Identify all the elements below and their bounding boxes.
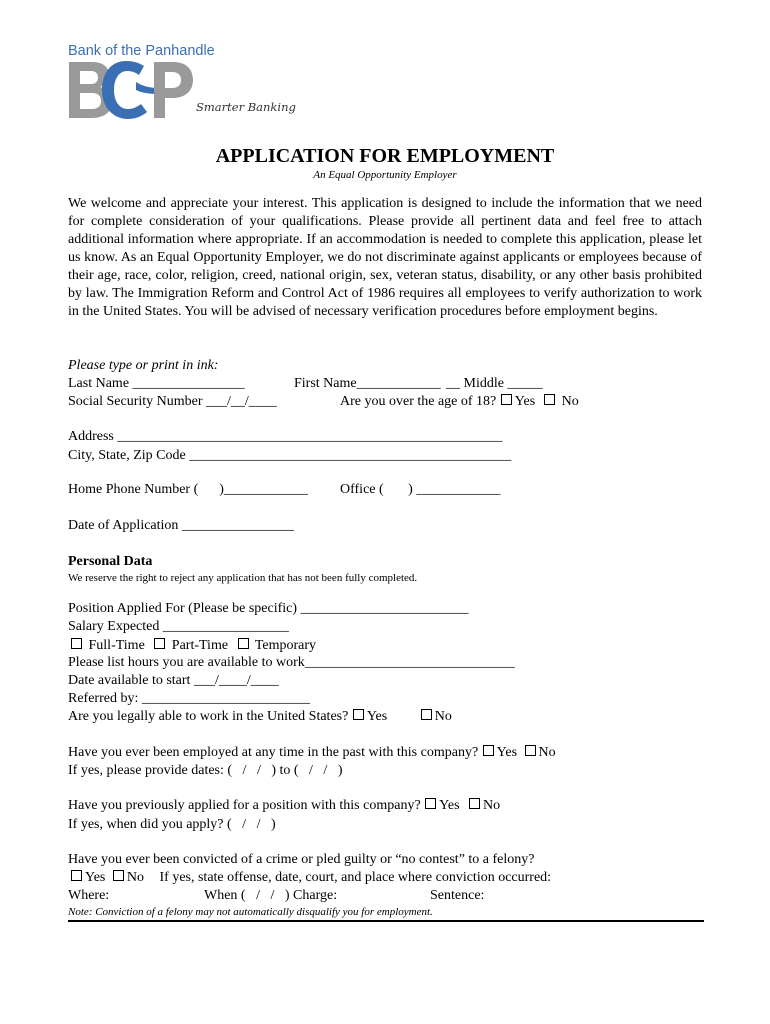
bank-logo bbox=[66, 60, 196, 122]
legal-no-checkbox[interactable] bbox=[421, 709, 432, 720]
legal-yes-label: Yes bbox=[366, 709, 388, 724]
applied-before-question bbox=[68, 798, 500, 814]
legal-work-label: Are you legally able to work in the United States? bbox=[68, 709, 349, 724]
part-time-checkbox[interactable] bbox=[154, 638, 165, 649]
applied-yes-label: Yes bbox=[439, 798, 460, 813]
temporary-label: Temporary bbox=[254, 638, 317, 653]
applied-no-checkbox[interactable] bbox=[469, 798, 480, 809]
full-time-label: Full-Time bbox=[88, 638, 145, 653]
felony-note: Note: Conviction of a felony may not automatically disqualify you for employment. bbox=[68, 906, 433, 918]
employed-dates-field[interactable]: If yes, please provide dates: ( / / ) to ( / / ) bbox=[68, 763, 343, 778]
conviction-question: Have you ever been convicted of a crime or pled guilty or “no contest” to a felony? bbox=[68, 852, 535, 867]
form-instruction: Please type or print in ink: bbox=[68, 358, 219, 373]
convicted-yes-label: Yes bbox=[85, 870, 106, 885]
full-time-checkbox[interactable] bbox=[71, 638, 82, 649]
over18-no-checkbox[interactable] bbox=[544, 394, 555, 405]
applied-no-label: No bbox=[483, 798, 501, 813]
over18-yes-checkbox[interactable] bbox=[501, 394, 512, 405]
employment-type-options bbox=[70, 638, 316, 654]
applied-yes-checkbox[interactable] bbox=[425, 798, 436, 809]
part-time-label: Part-Time bbox=[171, 638, 229, 653]
employed-before-label: Have you ever been employed at any time in the past with this company? bbox=[68, 745, 479, 760]
salary-field[interactable]: Salary Expected __________________ bbox=[68, 619, 289, 634]
personal-data-heading: Personal Data bbox=[68, 554, 153, 569]
ssn-field[interactable]: Social Security Number ___/__/____ bbox=[68, 394, 277, 409]
convicted-no-label: No bbox=[126, 870, 144, 885]
intro-paragraph: We welcome and appreciate your interest. This application is designed to include the information that we need for complete consideration of your qualifications. Please provide all pertinent data and feel free to attach additional information where appropriate. If an accommodation is needed to complete this application, please let us know. As an Equal Opportunity Employer, we do not discriminate against applicants or employees because of their age, race, color, religion, creed, national origin, sex, veteran status, disability, or any other basis prohibited by law. The Immigration Reform and Control Act of 1986 requires all employees to verify authorization to work in the United States. You will be advised of necessary verification procedures before employment begins. bbox=[68, 196, 702, 319]
employed-no-label: No bbox=[538, 745, 556, 760]
page-title: APPLICATION FOR EMPLOYMENT bbox=[215, 145, 555, 167]
over18-question bbox=[340, 394, 579, 410]
applied-when-field[interactable]: If yes, when did you apply? ( / / ) bbox=[68, 817, 276, 832]
date-available-field[interactable]: Date available to start ___/____/____ bbox=[68, 673, 279, 688]
hours-available-field[interactable]: Please list hours you are available to work______________________________ bbox=[68, 655, 515, 670]
logo-tagline: Smarter Banking bbox=[196, 100, 296, 114]
temporary-checkbox[interactable] bbox=[238, 638, 249, 649]
home-phone-field[interactable]: Home Phone Number ( )____________ bbox=[68, 482, 308, 497]
conviction-when-charge-label: When ( / / ) Charge: bbox=[204, 888, 338, 903]
conviction-sentence-label: Sentence: bbox=[430, 888, 485, 903]
address-field[interactable]: Address _______________________________________________________ bbox=[68, 429, 503, 444]
employed-yes-checkbox[interactable] bbox=[483, 745, 494, 756]
conviction-detail-label: If yes, state offense, date, court, and place where conviction occurred: bbox=[159, 870, 552, 885]
employed-no-checkbox[interactable] bbox=[525, 745, 536, 756]
employed-before-question bbox=[68, 745, 556, 761]
convicted-no-checkbox[interactable] bbox=[113, 870, 124, 881]
bank-name: Bank of the Panhandle bbox=[68, 43, 215, 59]
position-field[interactable]: Position Applied For (Please be specific) ________________________ bbox=[68, 601, 469, 616]
page-subtitle: An Equal Opportunity Employer bbox=[313, 169, 457, 181]
middle-name-field[interactable]: __ Middle _____ bbox=[446, 376, 543, 391]
employed-yes-label: Yes bbox=[496, 745, 518, 760]
convicted-yes-checkbox[interactable] bbox=[71, 870, 82, 881]
referred-by-field[interactable]: Referred by: ________________________ bbox=[68, 691, 310, 706]
reserve-notice: We reserve the right to reject any application that has not been fully completed. bbox=[68, 572, 418, 584]
conviction-options bbox=[70, 870, 551, 886]
legal-yes-checkbox[interactable] bbox=[353, 709, 364, 720]
over18-yes-label: Yes bbox=[514, 394, 536, 409]
city-state-zip-field[interactable]: City, State, Zip Code ______________________________________________ bbox=[68, 448, 512, 463]
over18-label: Are you over the age of 18? bbox=[340, 394, 497, 409]
over18-no-label: No bbox=[561, 394, 579, 409]
last-name-field[interactable]: Last Name ________________ bbox=[68, 376, 245, 391]
section-divider bbox=[68, 920, 704, 922]
office-phone-field[interactable]: Office ( ) ____________ bbox=[340, 482, 501, 497]
date-of-application-field[interactable]: Date of Application ________________ bbox=[68, 518, 294, 533]
legal-work-question bbox=[68, 709, 452, 725]
applied-before-label: Have you previously applied for a position with this company? bbox=[68, 798, 421, 813]
conviction-where-label: Where: bbox=[68, 888, 110, 903]
legal-no-label: No bbox=[434, 709, 452, 724]
first-name-field[interactable]: First Name____________ bbox=[294, 376, 441, 391]
